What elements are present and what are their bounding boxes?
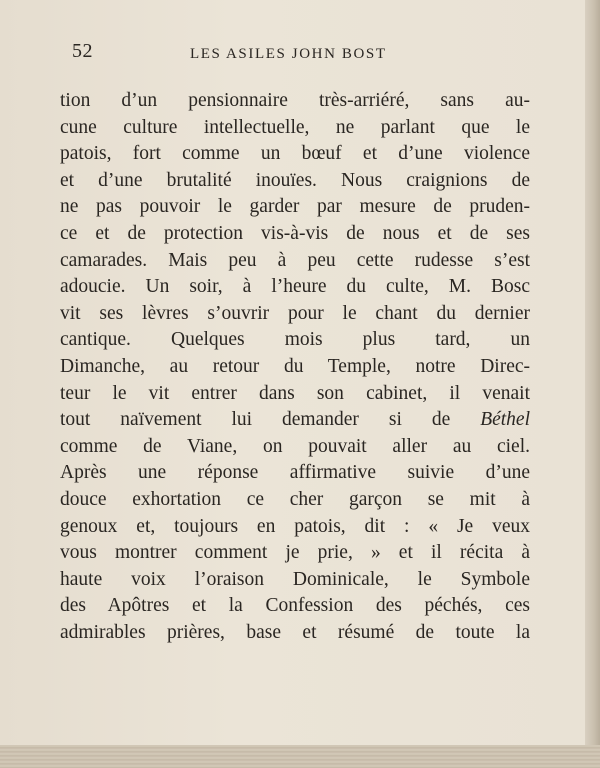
text-line-part: tout naïvement lui demander si de [60, 409, 451, 431]
page-edge-right [585, 0, 600, 768]
text-line: ne pas pouvoir le garder par mesure de pruden- [60, 196, 530, 218]
page-edge-bottom [0, 745, 600, 768]
body-text [60, 88, 530, 646]
text-line: cantique. Quelques mois plus tard, un [60, 329, 530, 351]
text-line: tion d’un pensionnaire très-arriéré, sans au- [60, 90, 530, 111]
text-line: teur le vit entrer dans son cabinet, il venait [60, 382, 530, 404]
text-line: ce et de protection vis-à-vis de nous et de ses [60, 222, 530, 244]
text-line: vit ses lèvres s’ouvrir pour le chant du dernier [60, 302, 530, 324]
text-line: genoux et, toujours en patois, dit : « Je veux [60, 515, 530, 537]
text-line: patois, fort comme un bœuf et d’une violence [60, 143, 530, 165]
text-line: admirables prières, base et résumé de toute la [60, 621, 530, 643]
text-line: douce exhortation ce cher garçon se mit à [60, 488, 530, 510]
text-line: vous montrer comment je prie, » et il récita à [60, 542, 530, 564]
italic-word: Béthel [480, 409, 530, 431]
text-line: adoucie. Un soir, à l’heure du culte, M. Bosc [60, 276, 530, 298]
text-line: des Apôtres et la Confession des péchés, ces [60, 595, 530, 617]
page-header [72, 40, 512, 66]
text-line: Après une réponse affirmative suivie d’une [60, 462, 530, 484]
page-number: 52 [72, 40, 93, 62]
text-line: haute voix l’oraison Dominicale, le Symbole [60, 568, 530, 590]
text-line: comme de Viane, on pouvait aller au ciel. [60, 435, 530, 457]
text-line: cune culture intellectuelle, ne parlant que le [60, 116, 530, 138]
text-line: et d’une brutalité inouïes. Nous craignions de [60, 169, 530, 191]
text-line: Dimanche, au retour du Temple, notre Direc- [60, 355, 530, 377]
running-title: LES ASILES JOHN BOST [190, 46, 387, 62]
text-line: camarades. Mais peu à peu cette rudesse s’est [60, 249, 530, 271]
text-line-with-italic [60, 407, 530, 434]
